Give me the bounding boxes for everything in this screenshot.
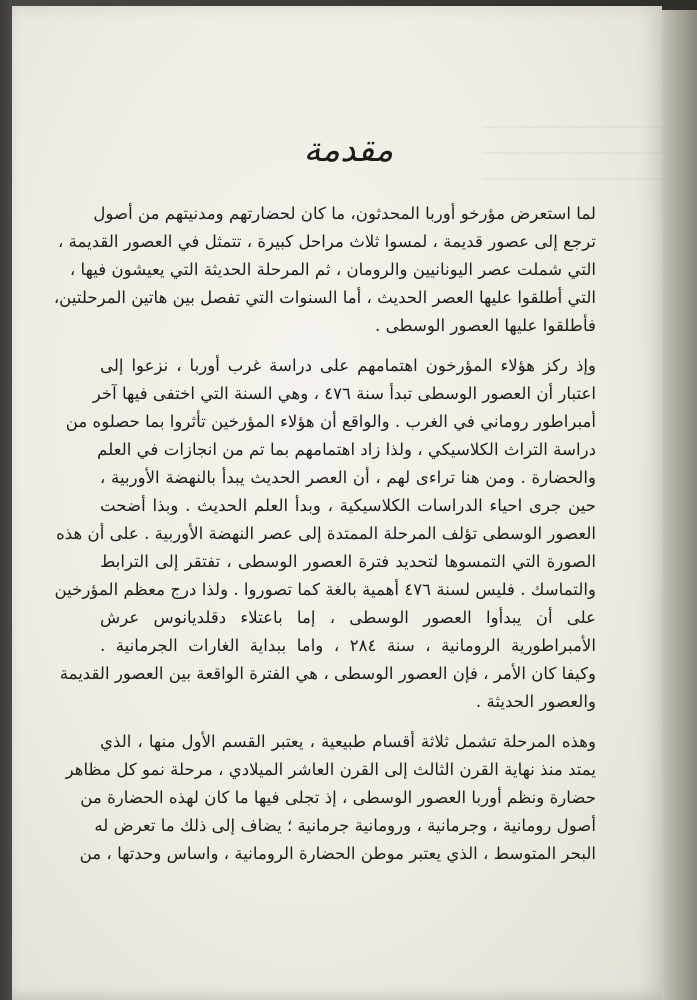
text-line: حضارة ونظم أوربا العصور الوسطى ، إذ تجلى فيها ما كان لهذه الحضارة من — [80, 788, 596, 807]
text-line: العصور الوسطى تؤلف المرحلة الممتدة إلى عصر النهضة الأوربية . على أن هذه — [56, 524, 596, 543]
text-line: الصورة التي التمسوها لتحديد فترة العصور الوسطى ، تفتقر إلى الترابط — [100, 552, 596, 571]
text-line: دراسة التراث الكلاسيكي ، ولذا زاد اهتمامهم بما تم من انجازات في العلم — [97, 440, 596, 459]
text-line: والحضارة . ومن هنا تراءى لهم ، أن العصر الحديث يبدأ بالنهضة الأوربية ، — [100, 468, 596, 487]
text-line: التي أطلقوا عليها العصر الحديث ، أما السنوات التي تفصل بين هاتين المرحلتين، — [53, 288, 596, 307]
page-title: مقدمة — [303, 130, 394, 170]
text-line: وإذ ركز هؤلاء المؤرخون اهتمامهم على دراسة غرب أوربا ، نزعوا إلى — [100, 356, 596, 375]
text-line: والتماسك . فليس لسنة ٤٧٦ أهمية بالغة كما تصوروا . ولذا درج معظم المؤرخين — [54, 580, 596, 599]
text-line: يمتد منذ نهاية القرن الثالث إلى القرن العاشر الميلادي ، مرحلة نمو كل مظاهر — [65, 760, 596, 779]
text-line: أمبراطور روماني في الغرب . والواقع أن هؤلاء المؤرخين تأثروا بما حصلوه من — [65, 412, 596, 431]
text-line: أصول رومانية ، وجرمانية ، ورومانية جرمانية ؛ يضاف إلى ذلك ما تعرض له — [94, 816, 596, 835]
text-line: البحر المتوسط ، الذي يعتبر موطن الحضارة الرومانية ، واساس وحدتها ، من — [79, 844, 596, 863]
text-line: وهذه المرحلة تشمل ثلاثة أقسام طبيعية ، يعتبر القسم الأول منها ، الذي — [100, 732, 596, 751]
text-line: التي شملت عصر اليونانيين والرومان ، ثم المرحلة الحديثة التي يعيشون فيها ، — [69, 260, 596, 279]
text-line: فأطلقوا عليها العصور الوسطى . — [375, 316, 596, 335]
text-line: وكيفا كان الأمر ، فإن العصور الوسطى ، هي الفترة الواقعة بين العصور القديمة — [59, 664, 596, 683]
paragraph-2 — [54, 352, 597, 716]
text-line: لما استعرض مؤرخو أوربا المحدثون، ما كان لحضارتهم ومدنيتهم من أصول — [93, 204, 596, 223]
text-line: الأمبراطورية الرومانية ، سنة ٢٨٤ ، واما ببداية الغارات الجرمانية . — [100, 636, 597, 655]
text-line: ترجع إلى عصور قديمة ، لمسوا ثلاث مراحل كبيرة ، تتمثل في العصور القديمة ، — [57, 232, 596, 251]
paragraph-1 — [53, 200, 596, 340]
text-line: على أن يبدأوا العصور الوسطى ، إما باعتلاء دقلديانوس عرش — [100, 608, 596, 627]
text-line: اعتبار أن العصور الوسطى تبدأ سنة ٤٧٦ ، وهي السنة التي اختفى فيها آخر — [92, 384, 596, 403]
text-line: حين جرى احياء الدراسات الكلاسيكية ، وبدأ العلم الحديث . وبذا أضحت — [100, 496, 596, 515]
text-line: والعصور الحديثة . — [475, 692, 596, 711]
paragraph-3 — [65, 728, 596, 868]
body-text — [53, 200, 597, 868]
